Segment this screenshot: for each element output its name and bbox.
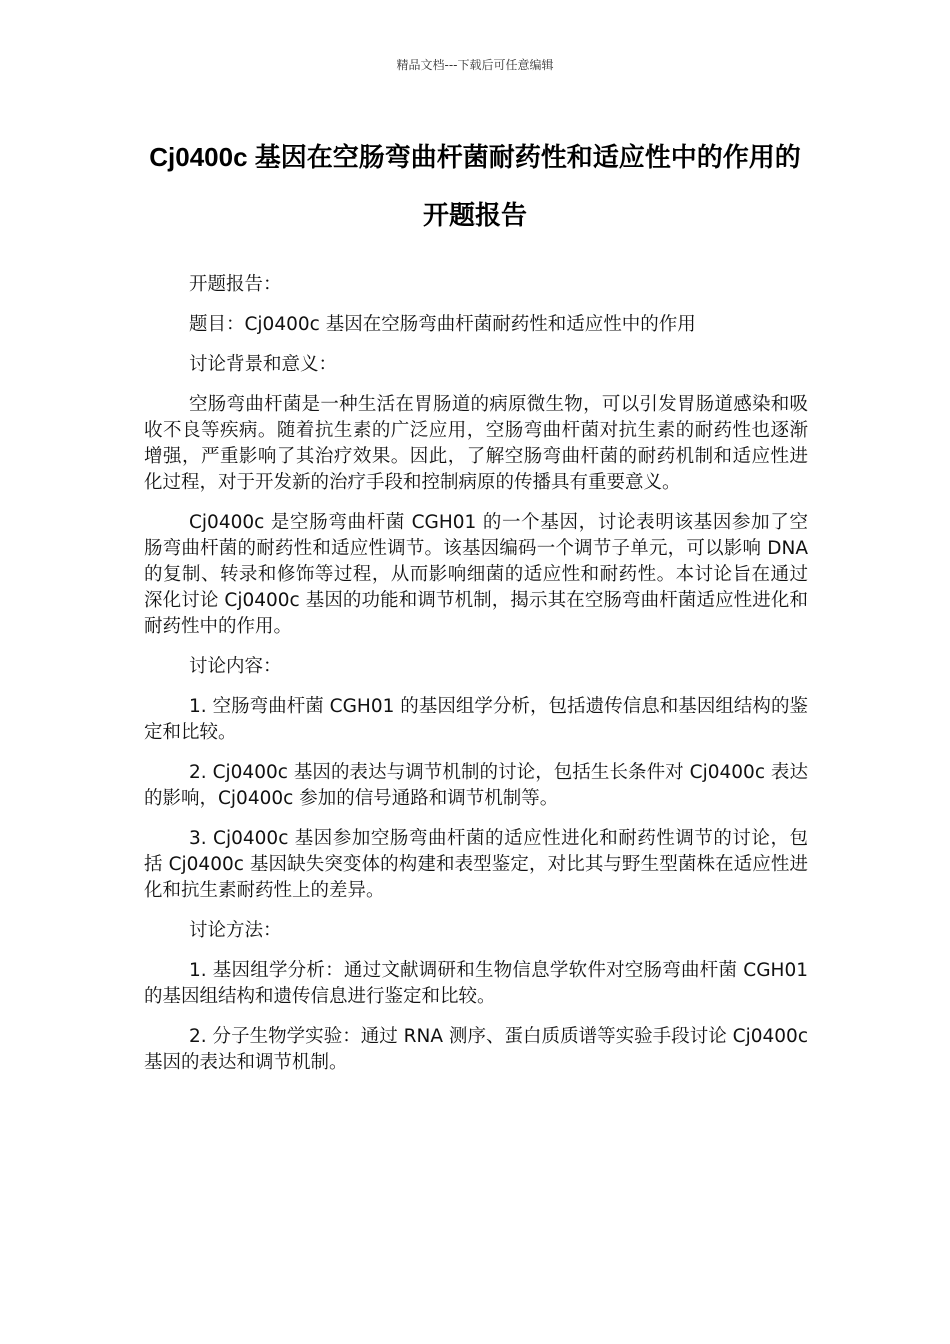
paragraph-background-1: 空肠弯曲杆菌是一种生活在胃肠道的病原微生物，可以引发胃肠道感染和吸收不良等疾病。随着抗生素的广泛应用，空肠弯曲杆菌对抗生素的耐药性也逐渐增强，严重影响了其治疗效果。因此，了解空肠弯曲杆菌的耐药机制和适应性进化过程，对于开发新的治疗手段和控制病原的传播具有重要意义。	[144, 394, 808, 493]
paragraph-content-item-3: 3. Cj0400c 基因参加空肠弯曲杆菌的适应性进化和耐药性调节的讨论，包括 Cj0400c 基因缺失突变体的构建和表型鉴定，对比其与野生型菌株在适应性进化和抗生素耐药性上的差异。	[144, 828, 808, 901]
paragraph-report-label: 开题报告：	[189, 274, 282, 295]
paragraph-method-2: 2. 分子生物学实验：通过 RNA 测序、蛋白质质谱等实验手段讨论 Cj0400c 基因的表达和调节机制。	[144, 1026, 808, 1073]
paragraph-topic: 题目：Cj0400c 基因在空肠弯曲杆菌耐药性和适应性中的作用	[189, 314, 696, 335]
paragraph-method-1: 1. 基因组学分析：通过文献调研和生物信息学软件对空肠弯曲杆菌 CGH01 的基因组结构和遗传信息进行鉴定和比较。	[144, 960, 808, 1007]
document-title: Cj0400c 基因在空肠弯曲杆菌耐药性和适应性中的作用的开题报告	[149, 142, 801, 230]
paragraph-methods-heading: 讨论方法：	[189, 920, 282, 941]
paragraph-background-heading: 讨论背景和意义：	[189, 354, 338, 375]
document-body	[144, 272, 808, 1090]
header-note: 精品文档---下载后可任意编辑	[396, 58, 554, 72]
paragraph-background-2: Cj0400c 是空肠弯曲杆菌 CGH01 的一个基因，讨论表明该基因参加了空肠弯曲杆菌的耐药性和适应性调节。该基因编码一个调节子单元，可以影响 DNA 的复制、转录和修饰等过程，从而影响细菌的适应性和耐药性。本讨论旨在通过深化讨论 Cj0400c 基因的功能和调节机制，揭示其在空肠弯曲杆菌适应性进化和耐药性中的作用。	[144, 512, 808, 637]
paragraph-content-item-2: 2. Cj0400c 基因的表达与调节机制的讨论，包括生长条件对 Cj0400c 表达的影响，Cj0400c 参加的信号通路和调节机制等。	[144, 762, 808, 809]
paragraph-content-item-1: 1. 空肠弯曲杆菌 CGH01 的基因组学分析，包括遗传信息和基因组结构的鉴定和比较。	[144, 696, 808, 743]
paragraph-content-heading: 讨论内容：	[189, 656, 282, 677]
